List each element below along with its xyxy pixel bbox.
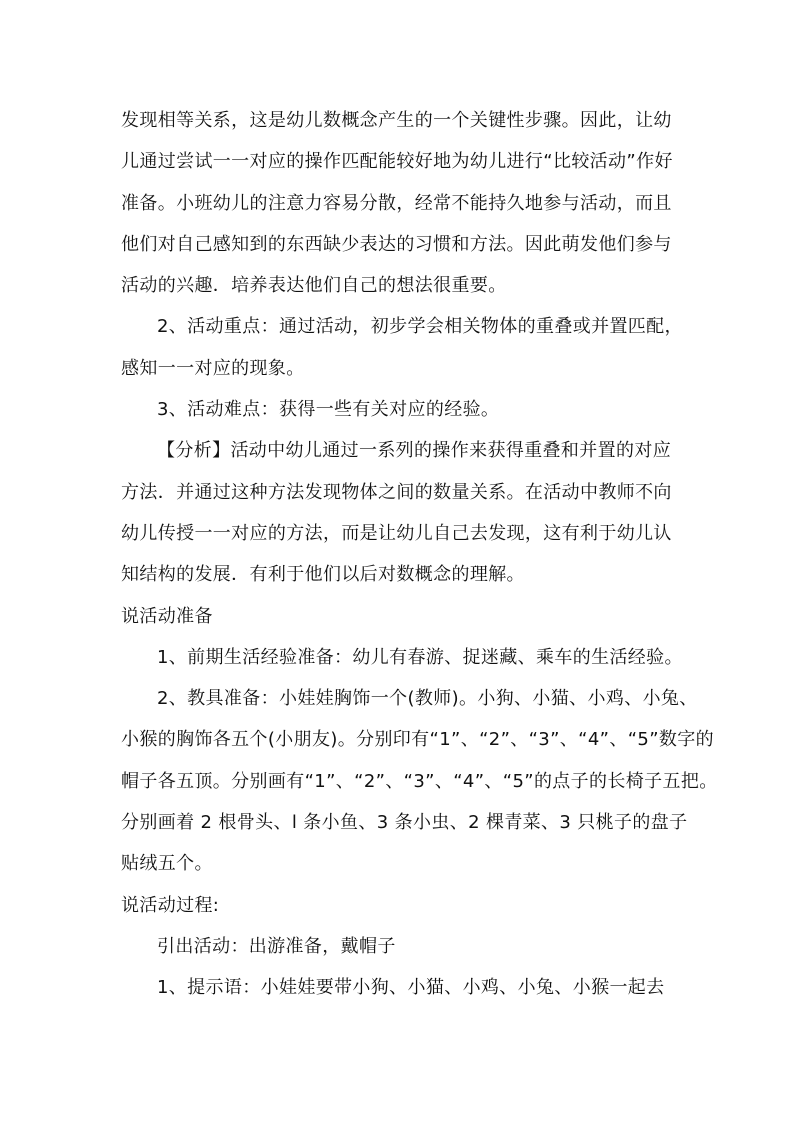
text-line-5: 活动的兴趣．培养表达他们自己的想法很重要。 [121,275,507,297]
text-line-14: 1、前期生活经验准备：幼儿有春游、捉迷藏、乘车的生活经验。 [157,646,683,668]
text-line-10: 方法．并通过这种方法发现物体之间的数量关系。在活动中教师不向 [121,481,672,503]
text-line-15: 2、教具准备：小娃娃胸饰一个(教师)。小狗、小猫、小鸡、小兔、 [157,688,698,710]
text-line-7: 感知一一对应的现象。 [121,357,305,379]
text-line-17: 帽子各五顶。分别画有“1”、“2”、“3”、“4”、“5”的点子的长椅子五把。 [121,770,718,792]
text-line-18: 分别画着 2 根骨头、l 条小鱼、3 条小虫、2 棵青菜、3 只桃子的盘子 [121,812,688,834]
text-line-11: 幼儿传授一一对应的方法，而是让幼儿自己去发现，这有利于幼儿认 [121,522,672,544]
text-line-22: 1、提示语：小娃娃要带小狗、小猫、小鸡、小兔、小猴一起去 [157,977,665,999]
text-line-19: 贴绒五个。 [121,853,213,875]
text-line-21: 引出活动：出游准备，戴帽子 [157,935,396,957]
section-heading-preparation: 说活动准备 [121,605,213,627]
text-line-6: 2、活动重点：通过活动，初步学会相关物体的重叠或并置匹配， [157,316,683,338]
text-line-9: 【分析】活动中幼儿通过一系列的操作来获得重叠和并置的对应 [157,440,672,462]
text-line-3: 准备。小班幼儿的注意力容易分散，经常不能持久地参与活动，而且 [121,192,672,214]
text-line-4: 他们对自己感知到的东西缺少表达的习惯和方法。因此萌发他们参与 [121,233,672,255]
document-page [121,100,718,1009]
text-line-8: 3、活动难点：获得一些有关对应的经验。 [157,399,500,421]
text-line-16: 小猴的胸饰各五个(小朋友)。分别印有“1”、“2”、“3”、“4”、“5”数字的 [121,729,714,751]
text-line-1: 发现相等关系，这是幼儿数概念产生的一个关键性步骤。因此，让幼 [121,110,672,131]
section-heading-process: 说活动过程: [121,894,220,916]
text-line-2: 儿通过尝试一一对应的操作匹配能较好地为幼儿进行“比较活动”作好 [121,151,673,173]
text-line-12: 知结构的发展．有利于他们以后对数概念的理解。 [121,564,525,586]
